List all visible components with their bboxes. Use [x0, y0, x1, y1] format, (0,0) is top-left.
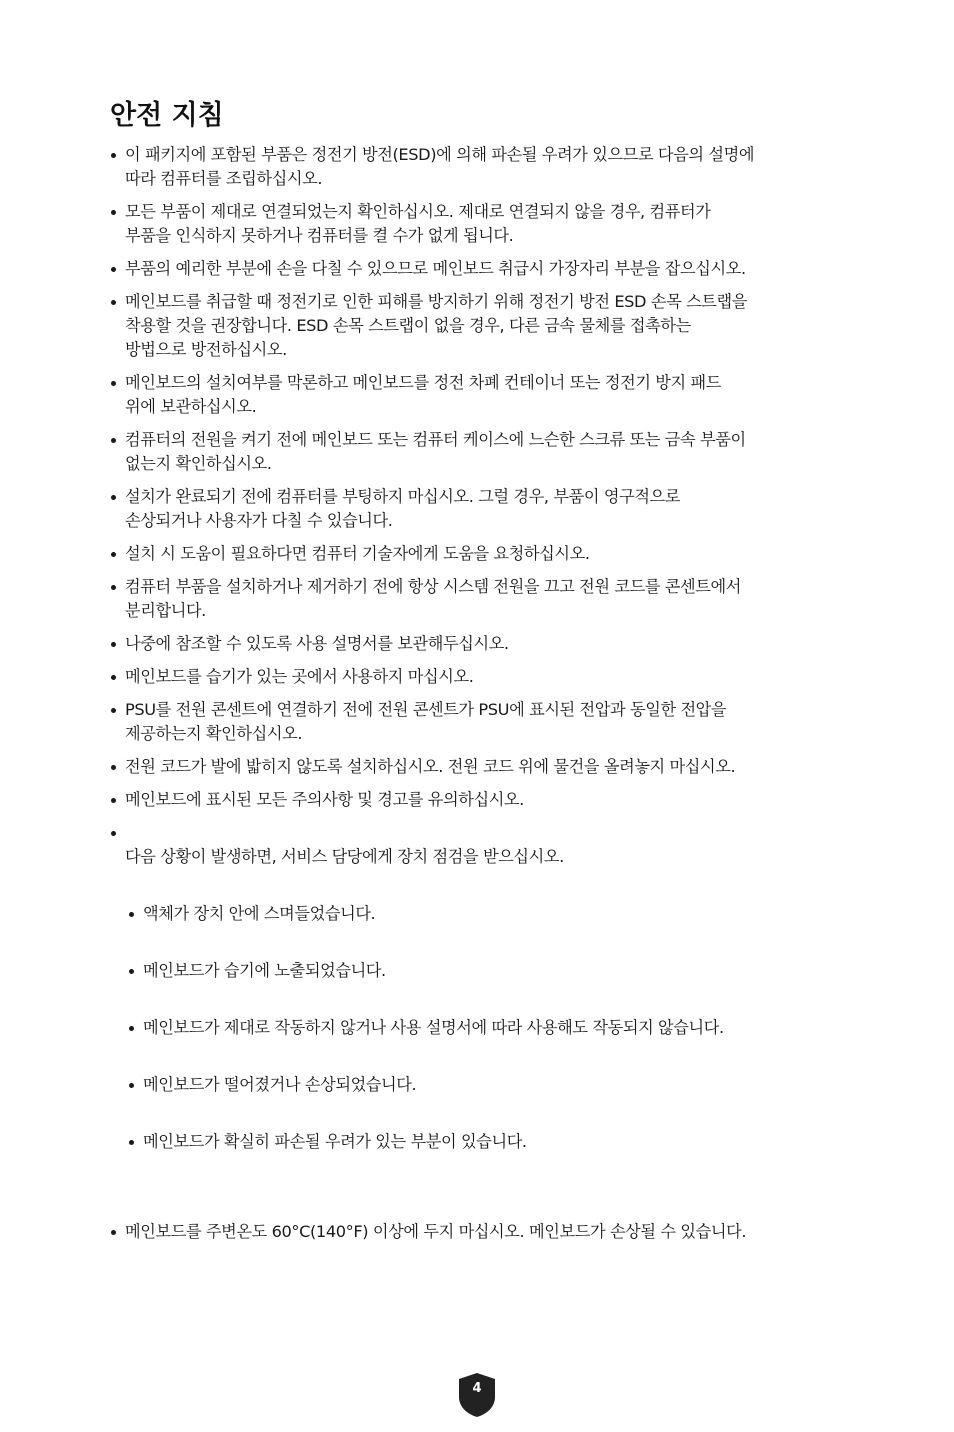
page-title: 안전 지침 — [110, 100, 224, 131]
sub-list-item: 메인보드가 제대로 작동하지 않거나 사용 설명서에 따라 사용해도 작동되지 않습니다. — [128, 1016, 850, 1040]
list-item: 컴퓨터 부품을 설치하거나 제거하기 전에 항상 시스템 전원을 끄고 전원 코드를 콘센트에서 분리합니다. — [110, 575, 850, 623]
list-item: 설치 시 도움이 필요하다면 컴퓨터 기술자에게 도움을 요청하십시오. — [110, 542, 850, 566]
list-item: 메인보드를 취급할 때 정전기로 인한 피해를 방지하기 위해 정전기 방전 ESD 손목 스트랩을 착용할 것을 권장합니다. ESD 손목 스트랩이 없을 경우, 다른 금속 물체를 접촉하는 방법으로 방전하십시오. — [110, 290, 850, 362]
sub-list-item: 메인보드가 확실히 파손될 우려가 있는 부분이 있습니다. — [128, 1130, 850, 1154]
page-number-badge — [458, 1372, 496, 1418]
list-item: 메인보드의 설치여부를 막론하고 메인보드를 정전 차폐 컨테이너 또는 정전기 방지 패드 위에 보관하십시오. — [110, 371, 850, 419]
page-number: 4 — [472, 1381, 482, 1396]
list-item: 설치가 완료되기 전에 컴퓨터를 부팅하지 마십시오. 그럴 경우, 부품이 영구적으로 손상되거나 사용자가 다칠 수 있습니다. — [110, 485, 850, 533]
list-item: 메인보드를 주변온도 60°C(140°F) 이상에 두지 마십시오. 메인보드가 손상될 수 있습니다. — [110, 1220, 850, 1244]
list-item: 컴퓨터의 전원을 켜기 전에 메인보드 또는 컴퓨터 케이스에 느슨한 스크류 또는 금속 부품이 없는지 확인하십시오. — [110, 428, 850, 476]
list-item: 나중에 참조할 수 있도록 사용 설명서를 보관해두십시오. — [110, 632, 850, 656]
list-item: 메인보드를 습기가 있는 곳에서 사용하지 마십시오. — [110, 665, 850, 689]
list-item: 메인보드에 표시된 모든 주의사항 및 경고를 유의하십시오. — [110, 788, 850, 812]
list-item: 이 패키지에 포함된 부품은 정전기 방전(ESD)에 의해 파손될 우려가 있으므로 다음의 설명에 따라 컴퓨터를 조립하십시오. — [110, 143, 850, 191]
list-item-text: 다음 상황이 발생하면, 서비스 담당에게 장치 점검을 받으십시오. — [125, 847, 564, 866]
sub-list-item: 메인보드가 떨어졌거나 손상되었습니다. — [128, 1073, 850, 1097]
sub-list-item: 액체가 장치 안에 스며들었습니다. — [128, 902, 850, 926]
list-item: 부품의 예리한 부분에 손을 다칠 수 있으므로 메인보드 취급시 가장자리 부분을 잡으십시오. — [110, 257, 850, 281]
list-item: PSU를 전원 콘센트에 연결하기 전에 전원 콘센트가 PSU에 표시된 전압과 동일한 전압을 제공하는지 확인하십시오. — [110, 698, 850, 746]
safety-list — [110, 143, 850, 1253]
list-item-with-sublist — [110, 821, 850, 1211]
list-item: 전원 코드가 발에 밟히지 않도록 설치하십시오. 전원 코드 위에 물건을 올려놓지 마십시오. — [110, 755, 850, 779]
sub-list-item: 메인보드가 습기에 노출되었습니다. — [128, 959, 850, 983]
list-item: 모든 부품이 제대로 연결되었는지 확인하십시오. 제대로 연결되지 않을 경우, 컴퓨터가 부품을 인식하지 못하거나 컴퓨터를 켤 수가 없게 됩니다. — [110, 200, 850, 248]
sub-list — [125, 878, 850, 1187]
